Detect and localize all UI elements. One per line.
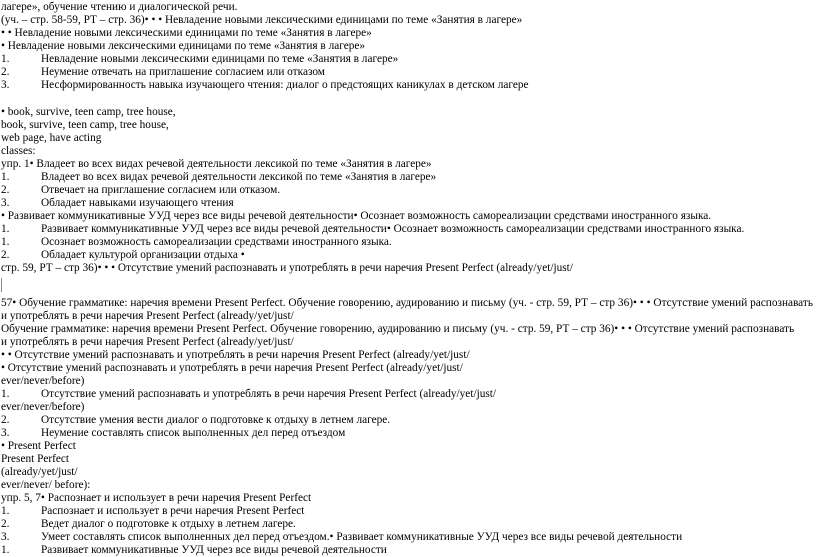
text-line: и употреблять в речи наречия Present Perfect (already/yet/just/: [1, 336, 294, 348]
text-line: web page, have acting: [1, 132, 102, 144]
text-line: упр. 5, 7• Распознает и использует в речи наречия Present Perfect: [1, 492, 312, 504]
text-line: book, survive, teen camp, tree house,: [1, 119, 169, 131]
page-separator-bar: [1, 278, 2, 292]
numbered-line: 3. Несформированность навыка изучающего чтения: диалог о предстоящих каникулах в детском лагере: [1, 79, 529, 91]
numbered-line: 1. Владеет во всех видах речевой деятельности лексикой по теме «Занятия в лагере»: [1, 171, 437, 183]
text-line: (already/yet/just/: [1, 466, 78, 478]
text-line: • Развивает коммуникативные УУД через все виды речевой деятельности• Осознает возможность самореализации средствами иностранного языка.: [1, 210, 712, 222]
text-line: ever/never/before): [1, 375, 85, 387]
text-line: • • Невладение новыми лексическими единицами по теме «Занятия в лагере»: [1, 27, 372, 39]
text-line: classes:: [1, 145, 36, 157]
text-line: ever/never/before): [1, 401, 85, 413]
numbered-line: 1. Развивает коммуникативные УУД через все виды речевой деятельности: [1, 544, 387, 556]
text-line: Present Perfect: [1, 453, 70, 465]
numbered-line: 3. Умеет составлять список выполненных дел перед отъездом.• Развивает коммуникативные УУД через все виды речевой деятельности: [1, 531, 683, 543]
numbered-line: 2. Отсутствие умения вести диалог о подготовке к отдыху в летнем лагере.: [1, 414, 391, 426]
text-line: • • Отсутствие умений распознавать и употреблять в речи наречия Present Perfect (already/yet/just/: [1, 349, 470, 361]
numbered-line: 2. Отвечает на приглашение согласием или отказом.: [1, 184, 281, 196]
text-line: ever/never/ before):: [1, 479, 91, 491]
text-line: упр. 1• Владеет во всех видах речевой деятельности лексикой по теме «Занятия в лагере»: [1, 158, 432, 170]
text-line: (уч. – стр. 58-59, РТ – стр. 36)• • • Невладение новыми лексическими единицами по теме «Занятия в лагере»: [1, 14, 523, 26]
numbered-line: 3. Неумение составлять список выполненных дел перед отъездом: [1, 427, 346, 439]
numbered-line: 3. Обладает навыками изучающего чтения: [1, 197, 234, 209]
numbered-line: 1. Осознает возможность самореализации средствами иностранного языка.: [1, 236, 392, 248]
text-line: стр. 59, РТ – стр 36)• • • Отсутствие умений распознавать и употреблять в речи наречия Present Perfect (already/yet/just/: [1, 262, 573, 274]
numbered-line: 1. Развивает коммуникативные УУД через все виды речевой деятельности• Осознает возможность самореализации средствами иностранного языка.: [1, 223, 745, 235]
numbered-line: 1. Распознает и использует в речи наречия Present Perfect: [1, 505, 305, 517]
text-line: лагере», обучение чтению и диалогической речи.: [1, 1, 238, 13]
text-line: • book, survive, teen camp, tree house,: [1, 106, 176, 118]
text-line: • Present Perfect: [1, 440, 76, 452]
numbered-line: 2. Неумение отвечать на приглашение согласием или отказом: [1, 66, 325, 78]
text-line: • Отсутствие умений распознавать и употреблять в речи наречия Present Perfect (already/yet/just/: [1, 362, 463, 374]
text-line: Обучение грамматике: наречия времени Present Perfect. Обучение говорению, аудированию и письму (уч. - стр. 59, РТ – стр 36)• • • Отсутствие умений распознавать: [1, 323, 795, 335]
text-paragraph: 57• Обучение грамматике: наречия времени Present Perfect. Обучение говорению, аудированию и письму (уч. - стр. 59, РТ – стр 36)• • • Отсутствие умений распознавать и употреблять в речи наречия Present Perfect (already/yet/just/: [1, 297, 813, 322]
numbered-line: 1. Невладение новыми лексическими единицами по теме «Занятия в лагере»: [1, 53, 399, 65]
text-line: • Невладение новыми лексическими единицами по теме «Занятия в лагере»: [1, 40, 366, 52]
numbered-line: 2. Ведет диалог о подготовке к отдыху в летнем лагере.: [1, 518, 296, 530]
numbered-line: 2. Обладает культурой организации отдыха •: [1, 249, 245, 261]
numbered-line: 1. Отсутствие умений распознавать и употреблять в речи наречия Present Perfect (already/yet/just/: [1, 388, 497, 400]
